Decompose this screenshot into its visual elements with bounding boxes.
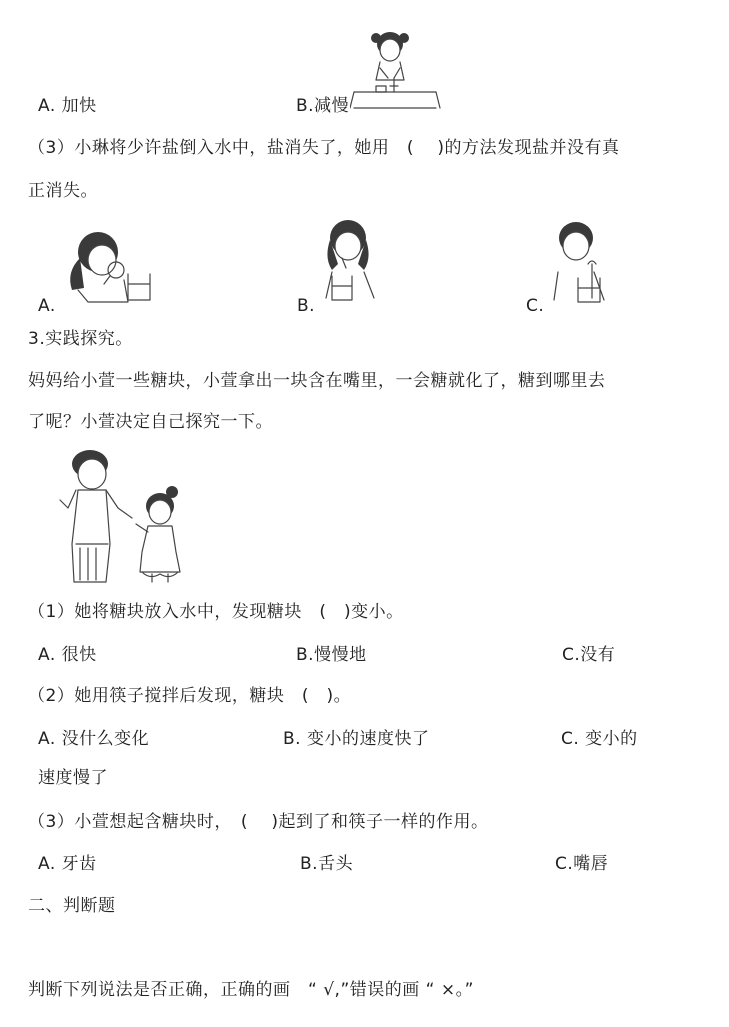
s3-question3-option-c: C.嘴唇 <box>555 854 609 874</box>
girl-at-table-illustration <box>350 28 442 110</box>
s3-question3: （3）小萱想起含糖块时， ( )起到了和筷子一样的作用。 <box>28 812 489 832</box>
s3-question2-option-a: A. 没什么变化 <box>38 729 150 749</box>
s3-question2: （2）她用筷子搅拌后发现，糖块 ( )。 <box>28 686 352 706</box>
s3-question1-option-c: C.没有 <box>562 645 616 665</box>
q3-option-c: C. <box>526 296 545 316</box>
q2-option-a: A. 加快 <box>38 96 97 116</box>
section2-title: 二、判断题 <box>28 896 116 916</box>
section3-intro-line2: 了呢？小萱决定自己探究一下。 <box>28 412 273 432</box>
s3-question1: （1）她将糖块放入水中，发现糖块 ( )变小。 <box>28 602 404 622</box>
q3-option-a: A. <box>38 296 56 316</box>
q3-question-line2: 正消失。 <box>28 181 98 201</box>
s3-question2-option-c-continued: 速度慢了 <box>38 768 108 788</box>
section3-intro-line1: 妈妈给小萱一些糖块，小萱拿出一块含在嘴里，一会糖就化了，糖到哪里去 <box>28 371 606 391</box>
s3-question2-option-b: B. 变小的速度快了 <box>283 729 430 749</box>
q2-option-b: B.减慢 <box>296 96 350 116</box>
judge-instruction: 判断下列说法是否正确，正确的画 “ √,”错误的画 “ ×。” <box>28 980 474 1000</box>
s3-question1-option-a: A. 很快 <box>38 645 97 665</box>
q3-question-line1: （3）小琳将少许盐倒入水中，盐消失了，她用 ( )的方法发现盐并没有真 <box>28 138 620 158</box>
s3-question1-option-b: B.慢慢地 <box>296 645 367 665</box>
s3-question3-option-b: B.舌头 <box>300 854 354 874</box>
section3-title: 3.实践探究。 <box>28 329 133 349</box>
mother-daughter-illustration <box>56 448 196 584</box>
girl-stirring-illustration <box>548 220 610 304</box>
s3-question2-option-c: C. 变小的 <box>561 729 638 749</box>
s3-question3-option-a: A. 牙齿 <box>38 854 97 874</box>
q3-option-b: B. <box>297 296 316 316</box>
girl-tasting-illustration <box>318 218 378 302</box>
girl-magnifier-illustration <box>58 228 158 304</box>
